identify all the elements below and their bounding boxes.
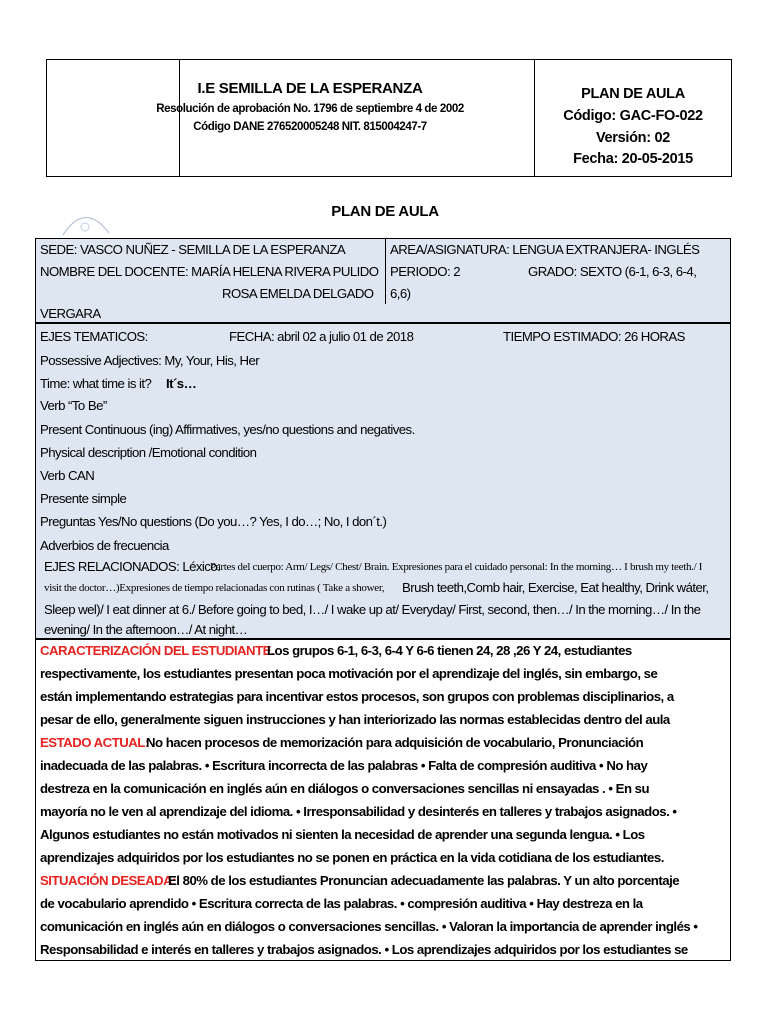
eje-item: Presente simple bbox=[40, 491, 127, 506]
docente-text: NOMBRE DEL DOCENTE: MARÍA HELENA RIVERA PULIDO bbox=[40, 264, 379, 279]
info-divider bbox=[385, 238, 386, 304]
grado-text-2: 6,6) bbox=[390, 286, 411, 301]
eje-item: Possessive Adjectives: My, Your, His, Her bbox=[40, 353, 260, 368]
relacionados-line-3: Sleep wel)/ I eat dinner at 6./ Before going to bed, I…/ I wake up at/ Everyday/ First, second, then…/ In the morning…/ In the bbox=[44, 602, 701, 617]
doc-date: Fecha: 20-05-2015 bbox=[573, 151, 693, 167]
eje-item-its: It´s… bbox=[166, 376, 197, 391]
eje-item: Verb CAN bbox=[40, 468, 95, 483]
body-line: respectivamente, los estudiantes presentan poca motivación por el aprendizaje del inglés, sin embargo, se bbox=[40, 666, 658, 681]
doc-version: Versión: 02 bbox=[595, 130, 671, 146]
relacionados-line-1: Partes del cuerpo: Arm/ Legs/ Chest/ Brain. Expresiones para el cuidado personal: In the morning… I brush my teeth./ I bbox=[210, 561, 703, 573]
body-line: de vocabulario aprendido • Escritura correcta de las palabras. • compresión auditiva • Hay destreza en la bbox=[40, 896, 643, 911]
body-line: están implementando estrategias para incentivar estos procesos, son grupos con problemas disciplinarios, a bbox=[40, 689, 674, 704]
docente-text-2: ROSA EMELDA DELGADO bbox=[222, 286, 374, 301]
estado-label: ESTADO ACTUAL: bbox=[40, 735, 149, 750]
body-line: destreza en la comunicación en inglés aún en diálogos o conversaciones sencillas ni ensayadas . • En su bbox=[40, 781, 650, 796]
dane-text: Código DANE 276520005248 NIT. 815004247-7 bbox=[193, 121, 427, 133]
body-line: Algunos estudiantes no están motivados ni sienten la necesidad de aprender una segunda lengua. • Los bbox=[40, 827, 645, 842]
docente-text-3: VERGARA bbox=[40, 306, 101, 321]
resolution-text: Resolución de aprobación No. 1796 de septiembre 4 de 2002 bbox=[156, 103, 464, 115]
caracterizacion-label: CARACTERIZACIÓN DEL ESTUDIANTE. bbox=[40, 643, 275, 658]
tiempo-text: TIEMPO ESTIMADO: 26 HORAS bbox=[503, 329, 685, 344]
relacionados-line-4: evening/ In the afternoon…/ At night… bbox=[44, 622, 248, 637]
ejes-label: EJES TEMATICOS: bbox=[40, 329, 148, 344]
page-title: PLAN DE AULA bbox=[331, 203, 439, 220]
situacion-label: SITUACIÓN DESEADA: bbox=[40, 873, 177, 888]
body-line: pesar de ello, generalmente siguen instrucciones y han interiorizado las normas establecidas dentro del aula bbox=[40, 712, 670, 727]
eje-item: Preguntas Yes/No questions (Do you…? Yes, I do…; No, I don´t.) bbox=[40, 514, 387, 529]
body-line: Responsabilidad e interés en talleres y trabajos asignados. • Los aprendizajes adquiridos por los estudiantes se bbox=[40, 942, 688, 957]
eje-item: Physical description /Emotional condition bbox=[40, 445, 257, 460]
fecha-text: FECHA: abril 02 a julio 01 de 2018 bbox=[229, 329, 414, 344]
eje-item: Present Continuous (ing) Affirmatives, yes/no questions and negatives. bbox=[40, 422, 415, 437]
periodo-text: PERIODO: 2 bbox=[390, 264, 460, 279]
doc-title: PLAN DE AULA bbox=[581, 86, 685, 102]
sede-text: SEDE: VASCO NUÑEZ - SEMILLA DE LA ESPERANZA bbox=[40, 242, 346, 257]
body-line: comunicación en inglés aún en diálogos o conversaciones sencillas. • Valoran la importancia de aprender inglés • bbox=[40, 919, 698, 934]
relacionados-line-2a: visit the doctor…)Expresiones de tiempo relacionadas con rutinas ( Take a shower, bbox=[44, 582, 385, 594]
body-line: mayoría no le ven al aprendizaje del idioma. • Irresponsabilidad y desinterés en talleres y trabajos asignados. • bbox=[40, 804, 677, 819]
institution-name: I.E SEMILLA DE LA ESPERANZA bbox=[197, 80, 423, 97]
relacionados-line-2b: Brush teeth,Comb hair, Exercise, Eat healthy, Drink wáter, bbox=[402, 580, 709, 595]
eje-item: Verb “To Be” bbox=[40, 398, 107, 413]
body-line: Los grupos 6-1, 6-3, 6-4 Y 6-6 tienen 24, 28 ,26 Y 24, estudiantes bbox=[267, 643, 632, 658]
eje-item: Time: what time is it? bbox=[40, 376, 152, 391]
area-text: AREA/ASIGNATURA: LENGUA EXTRANJERA- INGLÉS bbox=[390, 242, 700, 257]
grado-text: GRADO: SEXTO (6-1, 6-3, 6-4, bbox=[528, 264, 697, 279]
doc-code: Código: GAC-FO-022 bbox=[563, 108, 703, 124]
eje-item: Adverbios de frecuencia bbox=[40, 538, 169, 553]
body-line: inadecuada de las palabras. • Escritura incorrecta de las palabras • Falta de compresión auditiva • No hay bbox=[40, 758, 648, 773]
logo-cell bbox=[47, 60, 180, 176]
body-line: aprendizajes adquiridos por los estudiantes no se ponen en práctica en la vida cotidiana de los estudiantes. bbox=[40, 850, 664, 865]
body-line: El 80% de los estudiantes Pronuncian adecuadamente las palabras. Y un alto porcentaje bbox=[168, 873, 680, 888]
relacionados-label: EJES RELACIONADOS: Léxico: bbox=[44, 559, 221, 574]
body-line: No hacen procesos de memorización para adquisición de vocabulario, Pronunciación bbox=[146, 735, 644, 750]
